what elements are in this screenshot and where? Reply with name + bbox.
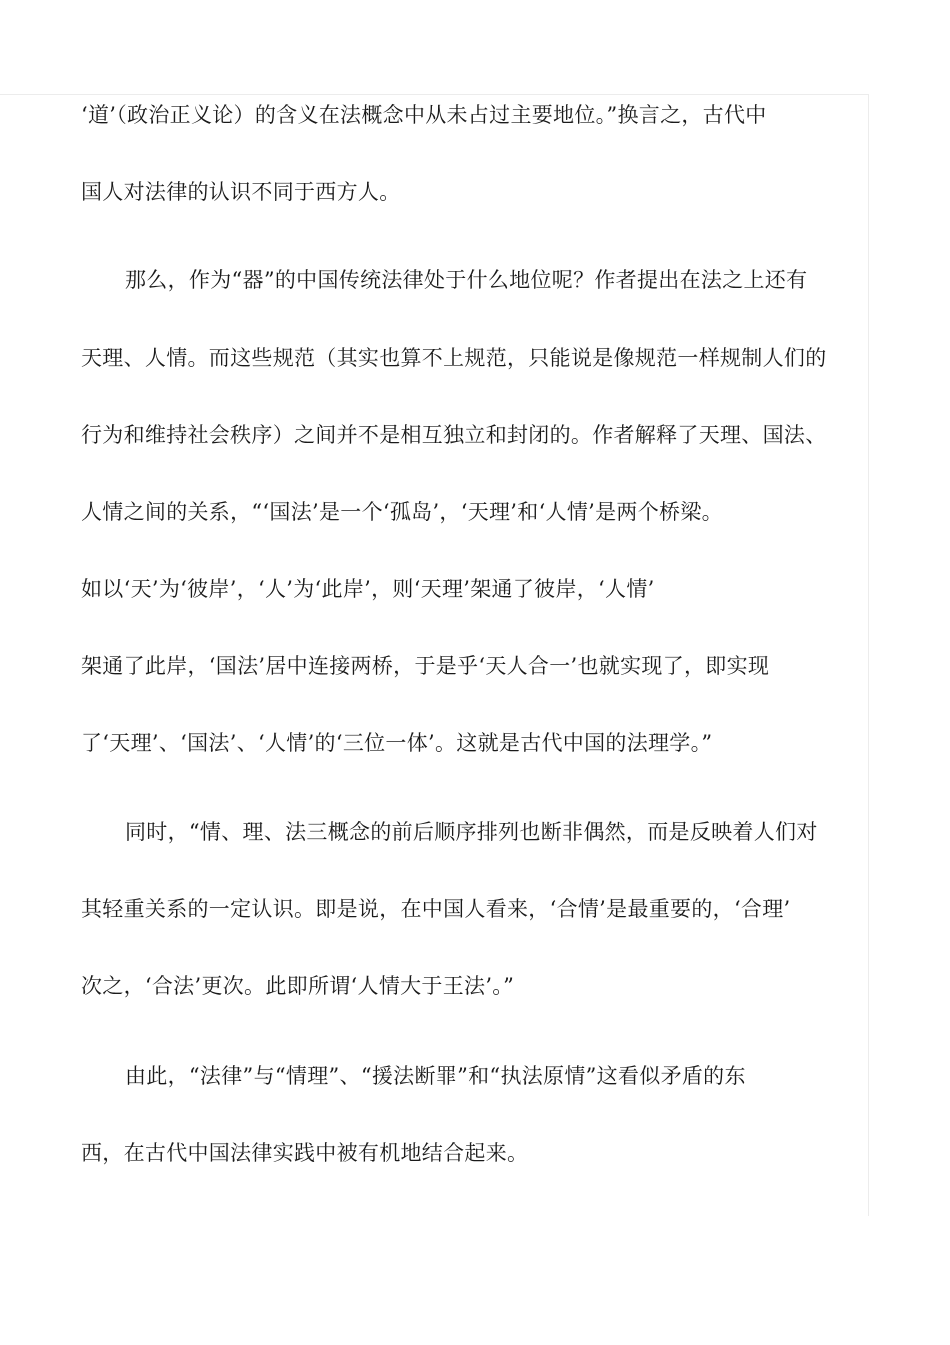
text-line: 了‘天理’、‘国法’、‘人情’的‘三位一体’。这就是古代中国的法理学。” xyxy=(81,731,713,755)
text-line: 由此，“法律”与“情理”、“援法断罪”和“执法原情”这看似矛盾的东 xyxy=(125,1064,746,1088)
text-line: 架通了此岸，‘国法’居中连接两桥，于是乎‘天人合一’也就实现了，即实现 xyxy=(81,654,770,678)
text-line: 次之，‘合法’更次。此即所谓‘人情大于王法’。” xyxy=(81,974,515,998)
text-line: 同时，“情、理、法三概念的前后顺序排列也断非偶然，而是反映着人们对 xyxy=(125,820,818,844)
text-line: 西，在古代中国法律实践中被有机地结合起来。 xyxy=(81,1141,529,1165)
text-line: 行为和维持社会秩序）之间并不是相互独立和封闭的。作者解释了天理、国法、 xyxy=(81,423,827,447)
text-line: 国人对法律的认识不同于西方人。 xyxy=(81,180,401,204)
text-line: 其轻重关系的一定认识。即是说，在中国人看来，‘合情’是最重要的，‘合理’ xyxy=(81,897,791,921)
text-line: 如以‘天’为‘彼岸’，‘人’为‘此岸’，则‘天理’架通了彼岸，‘人情’ xyxy=(81,577,655,601)
text-line: ‘道’（政治正义论）的含义在法概念中从未占过主要地位。”换言之，古代中 xyxy=(81,103,767,127)
text-line: 那么，作为“器”的中国传统法律处于什么地位呢？作者提出在法之上还有 xyxy=(125,268,808,292)
text-line: 天理、人情。而这些规范（其实也算不上规范，只能说是像规范一样规制人们的 xyxy=(81,346,827,370)
text-line: 人情之间的关系，“‘国法’是一个‘孤岛’，‘天理’和‘人情’是两个桥梁。 xyxy=(81,500,723,524)
